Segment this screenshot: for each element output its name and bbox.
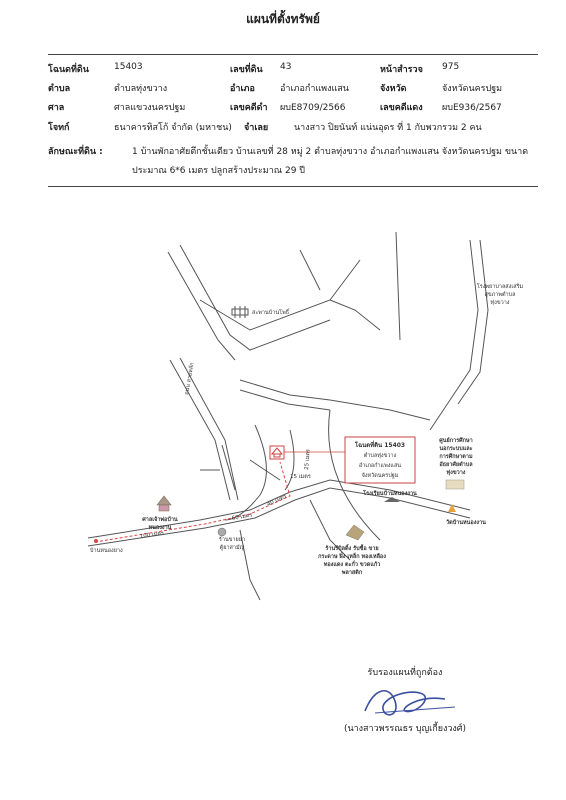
district-value: อำเภอกำแพงแสน [280,84,349,94]
hospital-label-1: โรงพยาบาลส่งเสริม [476,284,524,290]
shrine-label-2: หนองงาน [148,525,172,531]
hospital-label-2: สุขภาพตำบล [484,292,516,298]
shop-icon [346,525,364,540]
signature-scribble [345,681,465,721]
shop-label-3: ทองแดง ตะกั่ว ขวดแก้ว [323,562,381,568]
province-label: จังหวัด [380,84,407,94]
defendant-label: จำเลย [244,123,269,133]
shop-label-2: กระดาษ ฝิ่ง เหล็ก ทองเหลือง [318,554,386,560]
school-label: โรงเรียนบ้านหนองงาน [363,491,417,497]
land-no-label: เลขที่ดิน [230,65,263,75]
road-lines [88,232,488,600]
deed-no-label: โฉนดที่ดิน [48,65,89,75]
distance-label-3: 25 เมตร [304,448,312,471]
road-label: ถนน สายหลัก [184,362,196,396]
shop-label-1: ร้านรีบิลดิ้ง รับซื้อ ขาย [325,546,379,552]
red-case-value: ผบE936/2567 [442,103,502,113]
pharmacy-label-2: ตู้ยาสามัญ [219,545,245,551]
court-label: ศาล [48,103,65,113]
survey-page-value: 975 [442,62,460,72]
district-label: อำเภอ [230,84,255,94]
village-label: บ้านหนองยาง [90,548,123,554]
land-desc-label: ลักษณะที่ดิน : [48,147,103,157]
page-title: แผนที่ตั้งทรัพย์ [246,12,320,26]
certify-text: รับรองแผนที่ถูกต้อง [367,668,443,678]
learning-center-label-2: นอกระบบและ [439,446,473,452]
plaintiff-value: ธนาคารทิสโก้ จำกัด (มหาชน) [114,123,232,133]
pharmacy-icon [218,528,226,536]
learning-center-label-3: การศึกษาตาม [439,454,473,460]
distance-label-2: 60 เมตร [231,512,253,522]
land-desc-text: 1 บ้านพักอาศัยตึกชั้นเดียว บ้านเลขที่ 28 หมู่ 2 ตำบลทุ่งขวาง อำเภอกำแพงแสน จังหวัดนครปฐม ขนาดประมาณ 6*6 เมตร ปลูกสร้างประมาณ 29 ปี [132,147,529,176]
black-case-value: ผบE8709/2566 [280,103,346,113]
learning-center-label-4: อัธยาศัยตำบล [439,462,473,468]
subdistrict-value: ตำบลทุ่งขวาง [114,84,168,94]
deed-no-value: 15403 [114,62,143,72]
shrine-icon [157,496,171,511]
hospital-label-3: ทุ่งขวาง [490,300,510,306]
distance-label-1: 100 เมตร [139,530,165,540]
signer-name: (นางสาวพรรณธร บุญเกี้ยงวงศ์) [343,724,467,734]
route-start-marker [94,539,98,543]
learning-center-label-5: ทุ่งขวาง [446,470,466,476]
black-case-label: เลขคดีดำ [230,103,268,113]
shrine-label-1: ศาลเจ้าพ่อบ้าน [142,517,178,523]
court-value: ศาลแขวงนครปฐม [114,103,186,113]
pharmacy-label-1: ร้านขายยา [218,537,246,543]
bridge-label: สะพานบ้านโพธิ์ [252,310,290,316]
province-value: จังหวัดนครปฐม [442,84,503,94]
temple-label: วัดบ้านหนองงาน [446,520,486,526]
defendant-value: นางสาว ปิยนันท์ แน่นอุดร ที่ 1 กับพวกรวม 2 คน [294,123,482,133]
red-case-label: เลขคดีแดง [380,103,423,113]
plaintiff-label: โจทก์ [48,123,70,133]
callout-line-4: จังหวัดนครปฐม [361,473,399,479]
subdistrict-label: ตำบล [48,84,71,94]
learning-center-icon [446,480,464,489]
learning-center-label-1: ศูนย์การศึกษา [439,438,473,444]
shop-label-4: พลาสติก [341,570,363,576]
land-no-value: 43 [280,62,292,72]
survey-page-label: หน้าสำรวจ [380,65,423,75]
callout-line-3: อำเภอกำแพงแสน [358,463,402,469]
distance-label-5: 15 เมตร [290,474,311,480]
signature-block [320,665,490,735]
callout-line-1: โฉนดที่ดิน 15403 [354,442,406,449]
distance-label-4: 40 เมตร [266,493,288,508]
bridge-landmark [232,306,248,318]
callout-line-2: ตำบลทุ่งขวาง [363,453,397,459]
